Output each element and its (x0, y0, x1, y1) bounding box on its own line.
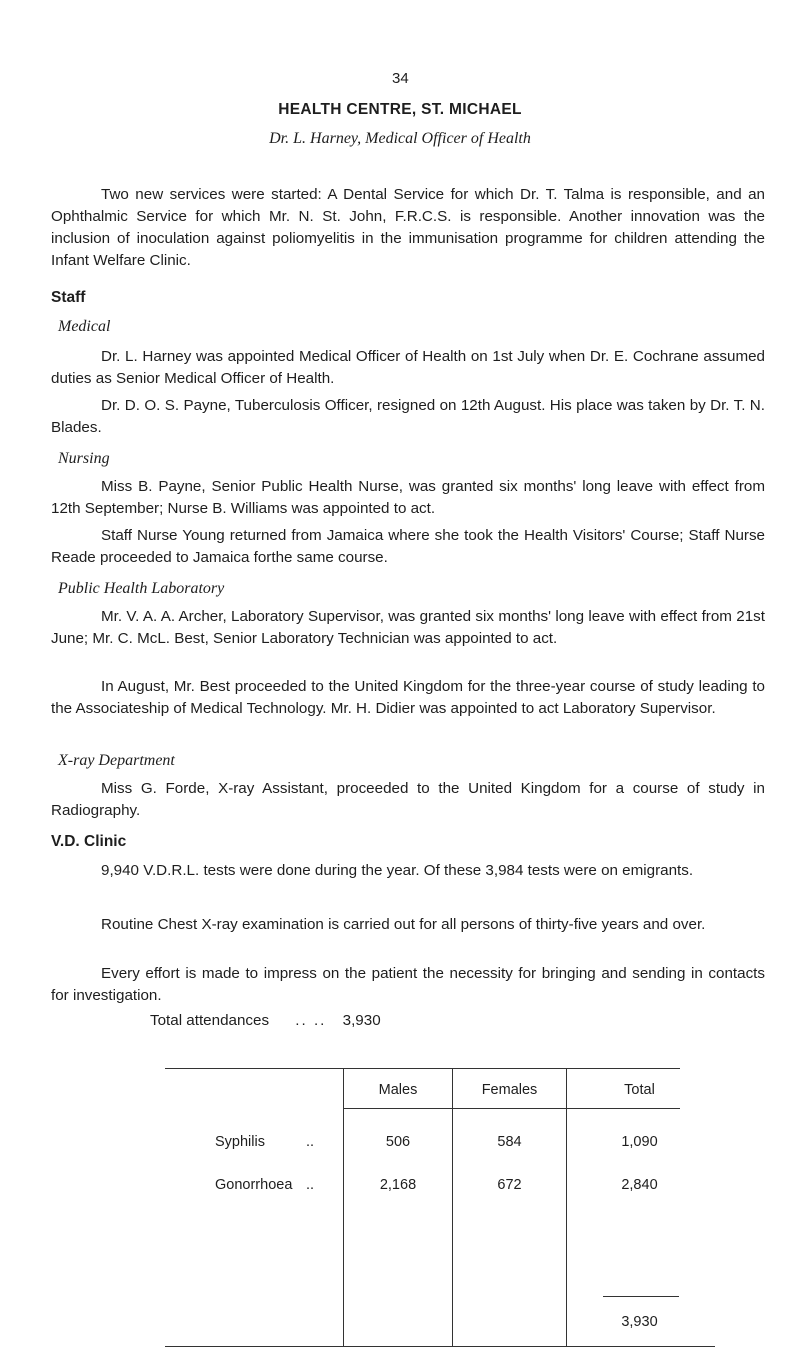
lab-paragraph-1: Mr. V. A. A. Archer, Laboratory Supervisor, was granted six months' long leave with effect from 21st June; Mr. C. McL. Best, Senior Laboratory Technician was appointed to act. (51, 608, 765, 647)
leader-dots: .. .. (295, 1012, 327, 1029)
total-column-rule (603, 1296, 679, 1297)
staff-heading: Staff (51, 289, 86, 306)
header-total: Total (624, 1082, 655, 1098)
lab-paragraph-2: In August, Mr. Best proceeded to the United Kingdom for the three-year course of study leading to the Associateship of Medical Technology. Mr. H. Didier was appointed to act Laboratory Supervisor. (51, 678, 765, 717)
row-dots-gonorrhoea: .. (306, 1177, 315, 1193)
lab-heading: Public Health Laboratory (58, 580, 225, 597)
cell-syphilis-females: 584 (497, 1134, 522, 1150)
total-attendances-line (150, 1012, 381, 1029)
table-divider-2 (452, 1068, 453, 1346)
total-attendances-label: Total attendances (150, 1012, 270, 1029)
table-bottom-rule (165, 1346, 715, 1347)
cell-syphilis-males: 506 (385, 1134, 411, 1150)
cell-gonorrhoea-males: 2,168 (379, 1177, 417, 1193)
table-header-rule (343, 1108, 680, 1109)
cell-gonorrhoea-females: 672 (497, 1177, 522, 1193)
page-subtitle: Dr. L. Harney, Medical Officer of Health (269, 130, 531, 147)
medical-paragraph-2: Dr. D. O. S. Payne, Tuberculosis Officer, resigned on 12th August. His place was taken by Dr. T. N. Blades. (51, 397, 765, 436)
nursing-paragraph-1: Miss B. Payne, Senior Public Health Nurse, was granted six months' long leave with effect from 12th September; Nurse B. Williams was appointed to act. (51, 478, 765, 517)
page-number: 34 (392, 70, 409, 87)
medical-heading: Medical (58, 318, 111, 335)
vd-paragraph-1: 9,940 V.D.R.L. tests were done during the year. Of these 3,984 tests were on emigrants. (101, 862, 694, 879)
cell-gonorrhoea-total: 2,840 (621, 1177, 658, 1193)
xray-paragraph: Miss G. Forde, X-ray Assistant, proceeded to the United Kingdom for a course of study in Radiography. (51, 780, 765, 819)
intro-paragraph: Two new services were started: A Dental Service for which Dr. T. Talma is responsible, and an Ophthalmic Service for which Mr. N. St. John, F.R.C.S. is responsible. Another innovation was the inclusion of inoculation against poliomyelitis in the immunisation programme for children attending the Infant Welfare Clinic. (51, 186, 765, 269)
row-dots-syphilis: .. (306, 1134, 315, 1150)
vd-paragraph-2: Routine Chest X-ray examination is carried out for all persons of thirty-five years and over. (101, 916, 706, 933)
vd-paragraph-3: Every effort is made to impress on the patient the necessity for bringing and sending in contacts for investigation. (51, 965, 765, 1004)
nursing-paragraph-2: Staff Nurse Young returned from Jamaica where she took the Health Visitors' Course; Staff Nurse Reade proceeded to Jamaica forthe same course. (51, 527, 765, 566)
header-males: Males (378, 1082, 418, 1098)
page-title: HEALTH CENTRE, ST. MICHAEL (278, 101, 522, 118)
header-females: Females (481, 1082, 538, 1098)
cell-grand-total: 3,930 (621, 1314, 658, 1330)
medical-paragraph-1: Dr. L. Harney was appointed Medical Officer of Health on 1st July when Dr. E. Cochrane assumed duties as Senior Medical Officer of Health. (51, 348, 765, 387)
cell-syphilis-total: 1,090 (621, 1134, 658, 1150)
total-attendances-value: 3,930 (342, 1012, 381, 1029)
table-divider-1 (343, 1068, 344, 1346)
vd-clinic-heading: V.D. Clinic (51, 833, 127, 850)
row-label-syphilis: Syphilis (215, 1134, 265, 1150)
row-label-gonorrhoea: Gonorrhoea (215, 1177, 293, 1193)
nursing-heading: Nursing (58, 450, 110, 467)
table-divider-3 (566, 1068, 567, 1346)
table-top-rule (165, 1068, 680, 1069)
xray-heading: X-ray Department (58, 752, 175, 769)
